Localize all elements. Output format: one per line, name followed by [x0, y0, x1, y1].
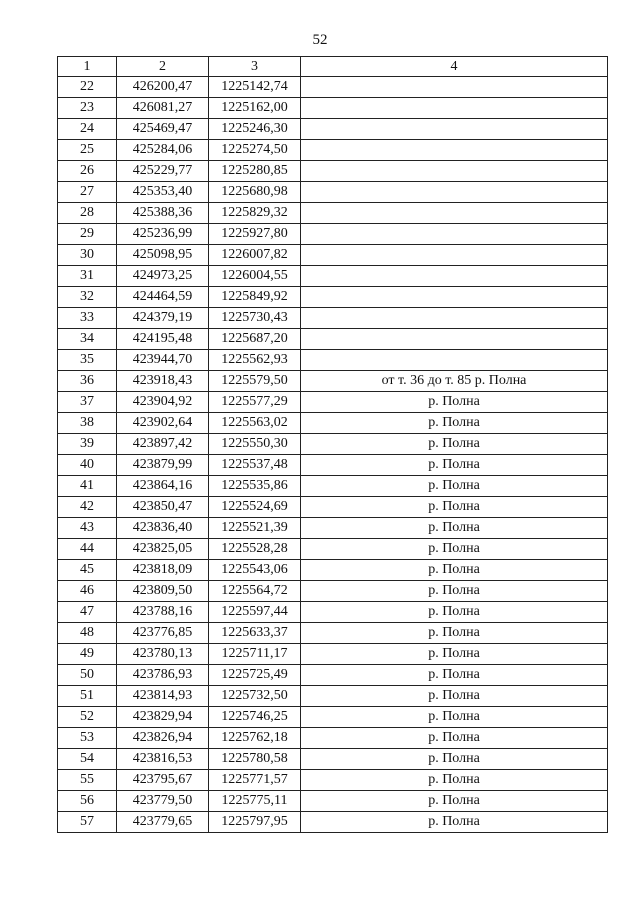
table-row: [58, 371, 608, 392]
description-cell: р. Полна: [301, 812, 608, 833]
table-row: [58, 182, 608, 203]
point-number-cell: 22: [58, 77, 117, 98]
y-coordinate-cell: 1225246,30: [209, 119, 301, 140]
point-number-cell: 56: [58, 791, 117, 812]
description-cell: р. Полна: [301, 770, 608, 791]
y-coordinate-cell: 1225562,93: [209, 350, 301, 371]
header-row: [58, 57, 608, 77]
y-coordinate-cell: 1225550,30: [209, 434, 301, 455]
description-cell: р. Полна: [301, 581, 608, 602]
x-coordinate-cell: 425236,99: [117, 224, 209, 245]
description-cell: [301, 287, 608, 308]
y-coordinate-cell: 1225564,72: [209, 581, 301, 602]
description-cell: [301, 140, 608, 161]
x-coordinate-cell: 423809,50: [117, 581, 209, 602]
point-number-cell: 31: [58, 266, 117, 287]
point-number-cell: 32: [58, 287, 117, 308]
x-coordinate-cell: 423826,94: [117, 728, 209, 749]
point-number-cell: 23: [58, 98, 117, 119]
point-number-cell: 41: [58, 476, 117, 497]
y-coordinate-cell: 1225543,06: [209, 560, 301, 581]
point-number-cell: 33: [58, 308, 117, 329]
table-header: [58, 57, 608, 77]
point-number-cell: 27: [58, 182, 117, 203]
x-coordinate-cell: 424379,19: [117, 308, 209, 329]
description-cell: [301, 161, 608, 182]
y-coordinate-cell: 1225633,37: [209, 623, 301, 644]
x-coordinate-cell: 425469,47: [117, 119, 209, 140]
x-coordinate-cell: 423814,93: [117, 686, 209, 707]
table-body: [58, 77, 608, 833]
point-number-cell: 45: [58, 560, 117, 581]
point-number-cell: 55: [58, 770, 117, 791]
coordinates-table: [57, 56, 608, 833]
x-coordinate-cell: 423902,64: [117, 413, 209, 434]
y-coordinate-cell: 1225829,32: [209, 203, 301, 224]
x-coordinate-cell: 424464,59: [117, 287, 209, 308]
y-coordinate-cell: 1225732,50: [209, 686, 301, 707]
point-number-cell: 48: [58, 623, 117, 644]
page-number: 52: [312, 32, 328, 48]
y-coordinate-cell: 1225577,29: [209, 392, 301, 413]
table-row: [58, 644, 608, 665]
description-cell: [301, 245, 608, 266]
y-coordinate-cell: 1225528,28: [209, 539, 301, 560]
point-number-cell: 52: [58, 707, 117, 728]
x-coordinate-cell: 423944,70: [117, 350, 209, 371]
table-row: [58, 77, 608, 98]
description-cell: [301, 266, 608, 287]
y-coordinate-cell: 1225680,98: [209, 182, 301, 203]
table-row: [58, 224, 608, 245]
table-row: [58, 623, 608, 644]
x-coordinate-cell: 425388,36: [117, 203, 209, 224]
table-row: [58, 161, 608, 182]
description-cell: [301, 98, 608, 119]
y-coordinate-cell: 1225730,43: [209, 308, 301, 329]
x-coordinate-cell: 425098,95: [117, 245, 209, 266]
description-cell: [301, 203, 608, 224]
table-row: [58, 497, 608, 518]
table-row: [58, 812, 608, 833]
point-number-cell: 35: [58, 350, 117, 371]
point-number-cell: 38: [58, 413, 117, 434]
x-coordinate-cell: 423904,92: [117, 392, 209, 413]
description-cell: р. Полна: [301, 413, 608, 434]
x-coordinate-cell: 423779,50: [117, 791, 209, 812]
table-row: [58, 413, 608, 434]
point-number-cell: 42: [58, 497, 117, 518]
table-row: [58, 98, 608, 119]
y-coordinate-cell: 1225725,49: [209, 665, 301, 686]
y-coordinate-cell: 1225274,50: [209, 140, 301, 161]
point-number-cell: 53: [58, 728, 117, 749]
point-number-cell: 57: [58, 812, 117, 833]
table-row: [58, 203, 608, 224]
y-coordinate-cell: 1226007,82: [209, 245, 301, 266]
table-row: [58, 686, 608, 707]
header-col-4: 4: [301, 57, 608, 77]
description-cell: [301, 308, 608, 329]
header-col-2: 2: [117, 57, 209, 77]
description-cell: р. Полна: [301, 602, 608, 623]
y-coordinate-cell: 1225797,95: [209, 812, 301, 833]
table-row: [58, 140, 608, 161]
description-cell: от т. 36 до т. 85 р. Полна: [301, 371, 608, 392]
description-cell: р. Полна: [301, 749, 608, 770]
description-cell: [301, 350, 608, 371]
description-cell: р. Полна: [301, 644, 608, 665]
table-row: [58, 455, 608, 476]
table-row: [58, 665, 608, 686]
table-row: [58, 707, 608, 728]
point-number-cell: 37: [58, 392, 117, 413]
description-cell: р. Полна: [301, 518, 608, 539]
y-coordinate-cell: 1225162,00: [209, 98, 301, 119]
point-number-cell: 44: [58, 539, 117, 560]
description-cell: р. Полна: [301, 476, 608, 497]
y-coordinate-cell: 1226004,55: [209, 266, 301, 287]
y-coordinate-cell: 1225524,69: [209, 497, 301, 518]
x-coordinate-cell: 423795,67: [117, 770, 209, 791]
x-coordinate-cell: 423786,93: [117, 665, 209, 686]
description-cell: р. Полна: [301, 707, 608, 728]
table-row: [58, 749, 608, 770]
x-coordinate-cell: 423864,16: [117, 476, 209, 497]
x-coordinate-cell: 426081,27: [117, 98, 209, 119]
header-col-3: 3: [209, 57, 301, 77]
description-cell: [301, 182, 608, 203]
y-coordinate-cell: 1225142,74: [209, 77, 301, 98]
point-number-cell: 43: [58, 518, 117, 539]
x-coordinate-cell: 423780,13: [117, 644, 209, 665]
y-coordinate-cell: 1225597,44: [209, 602, 301, 623]
y-coordinate-cell: 1225537,48: [209, 455, 301, 476]
description-cell: р. Полна: [301, 686, 608, 707]
description-cell: р. Полна: [301, 455, 608, 476]
description-cell: р. Полна: [301, 728, 608, 749]
y-coordinate-cell: 1225563,02: [209, 413, 301, 434]
point-number-cell: 26: [58, 161, 117, 182]
y-coordinate-cell: 1225927,80: [209, 224, 301, 245]
y-coordinate-cell: 1225780,58: [209, 749, 301, 770]
point-number-cell: 51: [58, 686, 117, 707]
x-coordinate-cell: 424195,48: [117, 329, 209, 350]
y-coordinate-cell: 1225849,92: [209, 287, 301, 308]
point-number-cell: 54: [58, 749, 117, 770]
point-number-cell: 30: [58, 245, 117, 266]
description-cell: р. Полна: [301, 791, 608, 812]
table-row: [58, 350, 608, 371]
table-row: [58, 518, 608, 539]
x-coordinate-cell: 423816,53: [117, 749, 209, 770]
y-coordinate-cell: 1225711,17: [209, 644, 301, 665]
table-row: [58, 581, 608, 602]
point-number-cell: 46: [58, 581, 117, 602]
point-number-cell: 39: [58, 434, 117, 455]
description-cell: р. Полна: [301, 392, 608, 413]
y-coordinate-cell: 1225535,86: [209, 476, 301, 497]
x-coordinate-cell: 423776,85: [117, 623, 209, 644]
x-coordinate-cell: 423818,09: [117, 560, 209, 581]
point-number-cell: 25: [58, 140, 117, 161]
x-coordinate-cell: 423779,65: [117, 812, 209, 833]
table-row: [58, 308, 608, 329]
description-cell: р. Полна: [301, 560, 608, 581]
table-row: [58, 119, 608, 140]
x-coordinate-cell: 423879,99: [117, 455, 209, 476]
point-number-cell: 34: [58, 329, 117, 350]
x-coordinate-cell: 425353,40: [117, 182, 209, 203]
table-row: [58, 791, 608, 812]
x-coordinate-cell: 423918,43: [117, 371, 209, 392]
header-col-1: 1: [58, 57, 117, 77]
x-coordinate-cell: 425284,06: [117, 140, 209, 161]
table-row: [58, 287, 608, 308]
table-row: [58, 539, 608, 560]
point-number-cell: 47: [58, 602, 117, 623]
y-coordinate-cell: 1225762,18: [209, 728, 301, 749]
y-coordinate-cell: 1225521,39: [209, 518, 301, 539]
x-coordinate-cell: 423788,16: [117, 602, 209, 623]
table-row: [58, 728, 608, 749]
description-cell: [301, 329, 608, 350]
description-cell: р. Полна: [301, 623, 608, 644]
table-row: [58, 329, 608, 350]
table-row: [58, 392, 608, 413]
table-row: [58, 434, 608, 455]
table-row: [58, 476, 608, 497]
x-coordinate-cell: 426200,47: [117, 77, 209, 98]
point-number-cell: 29: [58, 224, 117, 245]
x-coordinate-cell: 423897,42: [117, 434, 209, 455]
x-coordinate-cell: 423829,94: [117, 707, 209, 728]
y-coordinate-cell: 1225775,11: [209, 791, 301, 812]
x-coordinate-cell: 423850,47: [117, 497, 209, 518]
y-coordinate-cell: 1225746,25: [209, 707, 301, 728]
table-row: [58, 560, 608, 581]
y-coordinate-cell: 1225579,50: [209, 371, 301, 392]
point-number-cell: 40: [58, 455, 117, 476]
x-coordinate-cell: 423836,40: [117, 518, 209, 539]
description-cell: [301, 119, 608, 140]
x-coordinate-cell: 425229,77: [117, 161, 209, 182]
y-coordinate-cell: 1225687,20: [209, 329, 301, 350]
description-cell: [301, 77, 608, 98]
description-cell: р. Полна: [301, 539, 608, 560]
x-coordinate-cell: 423825,05: [117, 539, 209, 560]
description-cell: р. Полна: [301, 497, 608, 518]
description-cell: р. Полна: [301, 434, 608, 455]
table-row: [58, 266, 608, 287]
point-number-cell: 36: [58, 371, 117, 392]
point-number-cell: 24: [58, 119, 117, 140]
y-coordinate-cell: 1225771,57: [209, 770, 301, 791]
table-row: [58, 245, 608, 266]
description-cell: р. Полна: [301, 665, 608, 686]
table-row: [58, 602, 608, 623]
point-number-cell: 49: [58, 644, 117, 665]
point-number-cell: 50: [58, 665, 117, 686]
y-coordinate-cell: 1225280,85: [209, 161, 301, 182]
description-cell: [301, 224, 608, 245]
table-row: [58, 770, 608, 791]
x-coordinate-cell: 424973,25: [117, 266, 209, 287]
point-number-cell: 28: [58, 203, 117, 224]
